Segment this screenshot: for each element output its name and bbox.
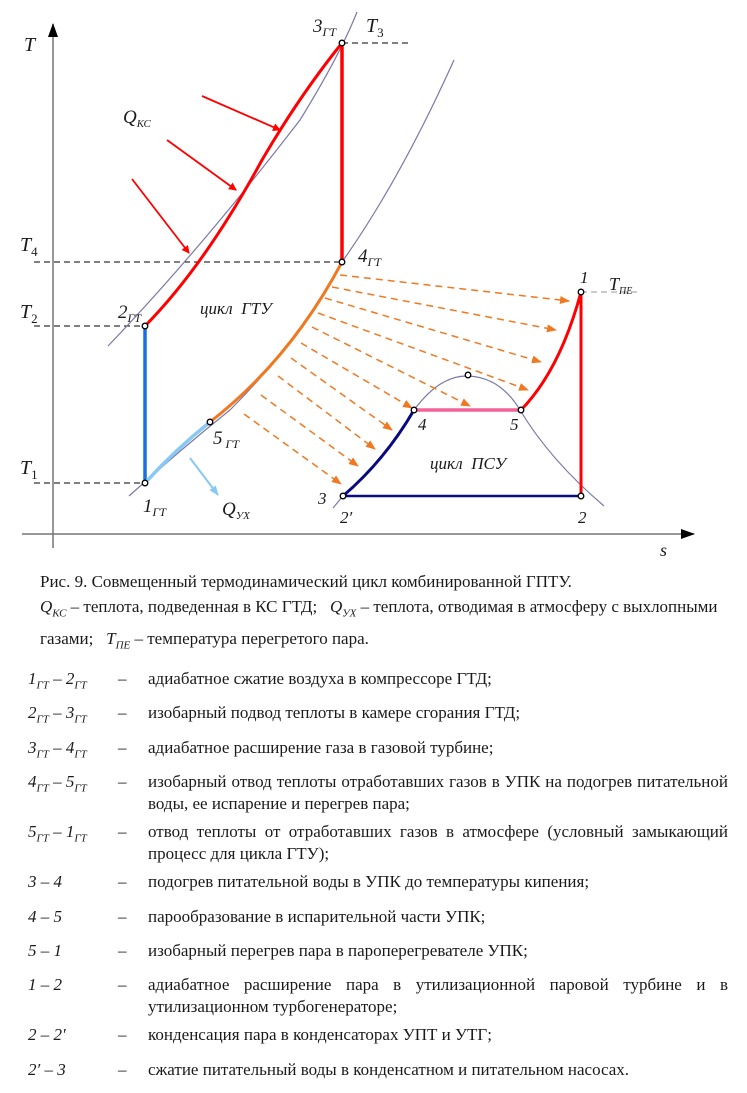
legend-row — [28, 906, 728, 934]
process-5-1 — [521, 292, 581, 410]
process-description: конденсация пара в конденсаторах УПТ и УТГ; — [148, 1025, 492, 1045]
process-key: $5_{ГТ} - 1_{ГТ}$ — [28, 822, 87, 845]
legend-dash: – — [118, 669, 127, 688]
label-t1: $T_1$ — [20, 457, 38, 482]
legend-dash: – — [118, 703, 127, 723]
process-description: изобарный перегрев пара в пароперегревателе УПК; — [148, 940, 528, 960]
process-key: $3_{ГТ} - 4_{ГТ}$ — [28, 737, 87, 761]
process-2gt-3gt — [145, 43, 342, 326]
label-4gt: $4_{ГТ}$ — [358, 246, 381, 269]
legend-dash: – — [118, 906, 127, 926]
label-1gt: $1_{ГТ}$ — [143, 496, 166, 519]
legend-dash: – — [118, 975, 127, 995]
legend-dash: – — [118, 1059, 127, 1079]
y-axis-label: T — [24, 34, 36, 56]
label-psu-cycle: цикл ПСУ — [430, 454, 507, 473]
process-description: адиабатное расширение газа в газовой турбине; — [148, 737, 494, 757]
label-psu-3: 3 — [318, 489, 327, 508]
label-t3: $T_3$ — [366, 15, 384, 40]
label-gtu-cycle: цикл ГТУ — [200, 299, 272, 318]
legend-row — [28, 668, 728, 696]
label-psu-1: 1 — [580, 268, 589, 287]
isobars — [108, 12, 604, 508]
process-key: $4_{ГТ} - 5_{ГТ}$ — [28, 772, 87, 795]
label-3gt: $3_{ГТ}$ — [313, 16, 336, 39]
process-4gt-5gt — [210, 262, 342, 422]
legend-row — [28, 771, 728, 815]
gtu-cycle — [145, 43, 342, 483]
label-5gt: 5 $_{ГТ}$ — [213, 428, 239, 451]
x-axis-label: s — [660, 540, 668, 560]
process-key: $1_{ГТ} - 2_{ГТ}$ — [28, 669, 87, 692]
process-3-4 — [343, 410, 414, 496]
label-qux: $Q_{УХ}$ — [222, 499, 250, 522]
legend-dash: – — [118, 822, 127, 842]
label-tpe: $T_{ПЕ}$ — [609, 274, 633, 297]
legend-dash: – — [118, 737, 127, 757]
label-2gt: $2_{ГТ}$ — [118, 302, 141, 325]
process-description: адиабатное сжатие воздуха в компрессоре ГТД; — [148, 669, 492, 688]
legend-row — [28, 940, 728, 968]
caption-title: Рис. 9. Совмещенный термодинамический цикл комбинированной ГПТУ. — [40, 572, 572, 591]
process-key: 5 – 1 — [28, 940, 62, 960]
process-5gt-1gt — [145, 422, 210, 483]
legend-row — [28, 871, 728, 899]
process-description: подогрев питательной воды в УПК до температуры кипения; — [148, 872, 590, 892]
legend-row — [28, 821, 728, 865]
legend-row — [28, 1024, 728, 1052]
process-legend — [28, 668, 728, 1093]
figure-caption — [40, 569, 730, 659]
process-description: изобарный подвод теплоты в камере сгорания ГТД; — [148, 703, 521, 723]
caption-notes: $Q_{КС}$ – теплота, подведенная в КС ГТД; $Q_{УХ}$ – теплота, отводимая в атмосферу с выхлопными газами; $T_{ПЕ}$ – температура перегретого пара. — [40, 597, 722, 652]
label-psu-2: 2 — [578, 508, 587, 527]
process-description: сжатие питательный воды в конденсатном и питательном насосах. — [148, 1059, 630, 1079]
legend-dash: – — [118, 772, 127, 792]
process-description: парообразование в испарительной части УПК; — [148, 906, 486, 926]
label-t2: $T_2$ — [20, 301, 38, 326]
process-key: 2′ – 3 — [28, 1059, 66, 1079]
process-key: 2 – 2′ — [28, 1025, 66, 1045]
legend-dash: – — [118, 1025, 127, 1045]
legend-row — [28, 1059, 728, 1087]
heat-recovery-arrows — [227, 275, 569, 485]
exhaust-arrow — [190, 458, 218, 495]
label-psu-2prime: 2′ — [340, 508, 353, 527]
legend-row — [28, 737, 728, 765]
legend-row — [28, 702, 728, 730]
legend-dash: – — [118, 940, 127, 960]
process-description: отвод теплоты от отработавших газов в атмосфере (условный замыкающий процесс для цикла ГТУ); — [148, 822, 728, 864]
process-key: 4 – 5 — [28, 906, 62, 926]
process-key: 3 – 4 — [28, 872, 62, 892]
label-psu-5: 5 — [510, 415, 519, 434]
process-key: 1 – 2 — [28, 975, 62, 995]
legend-row — [28, 974, 728, 1018]
label-psu-4: 4 — [418, 415, 427, 434]
label-qks: $Q_{КС}$ — [123, 107, 151, 130]
process-key: $2_{ГТ} - 3_{ГТ}$ — [28, 703, 87, 726]
legend-dash: – — [118, 872, 127, 892]
label-t4: $T_4$ — [20, 234, 38, 259]
process-description: изобарный отвод теплоты отработавших газов в УПК на подогрев питательной воды, ее испарение и перегрев пара; — [148, 772, 728, 814]
process-description: адиабатное расширение пара в утилизационной паровой турбине и в утилизационном турбогенераторе; — [148, 975, 728, 1017]
